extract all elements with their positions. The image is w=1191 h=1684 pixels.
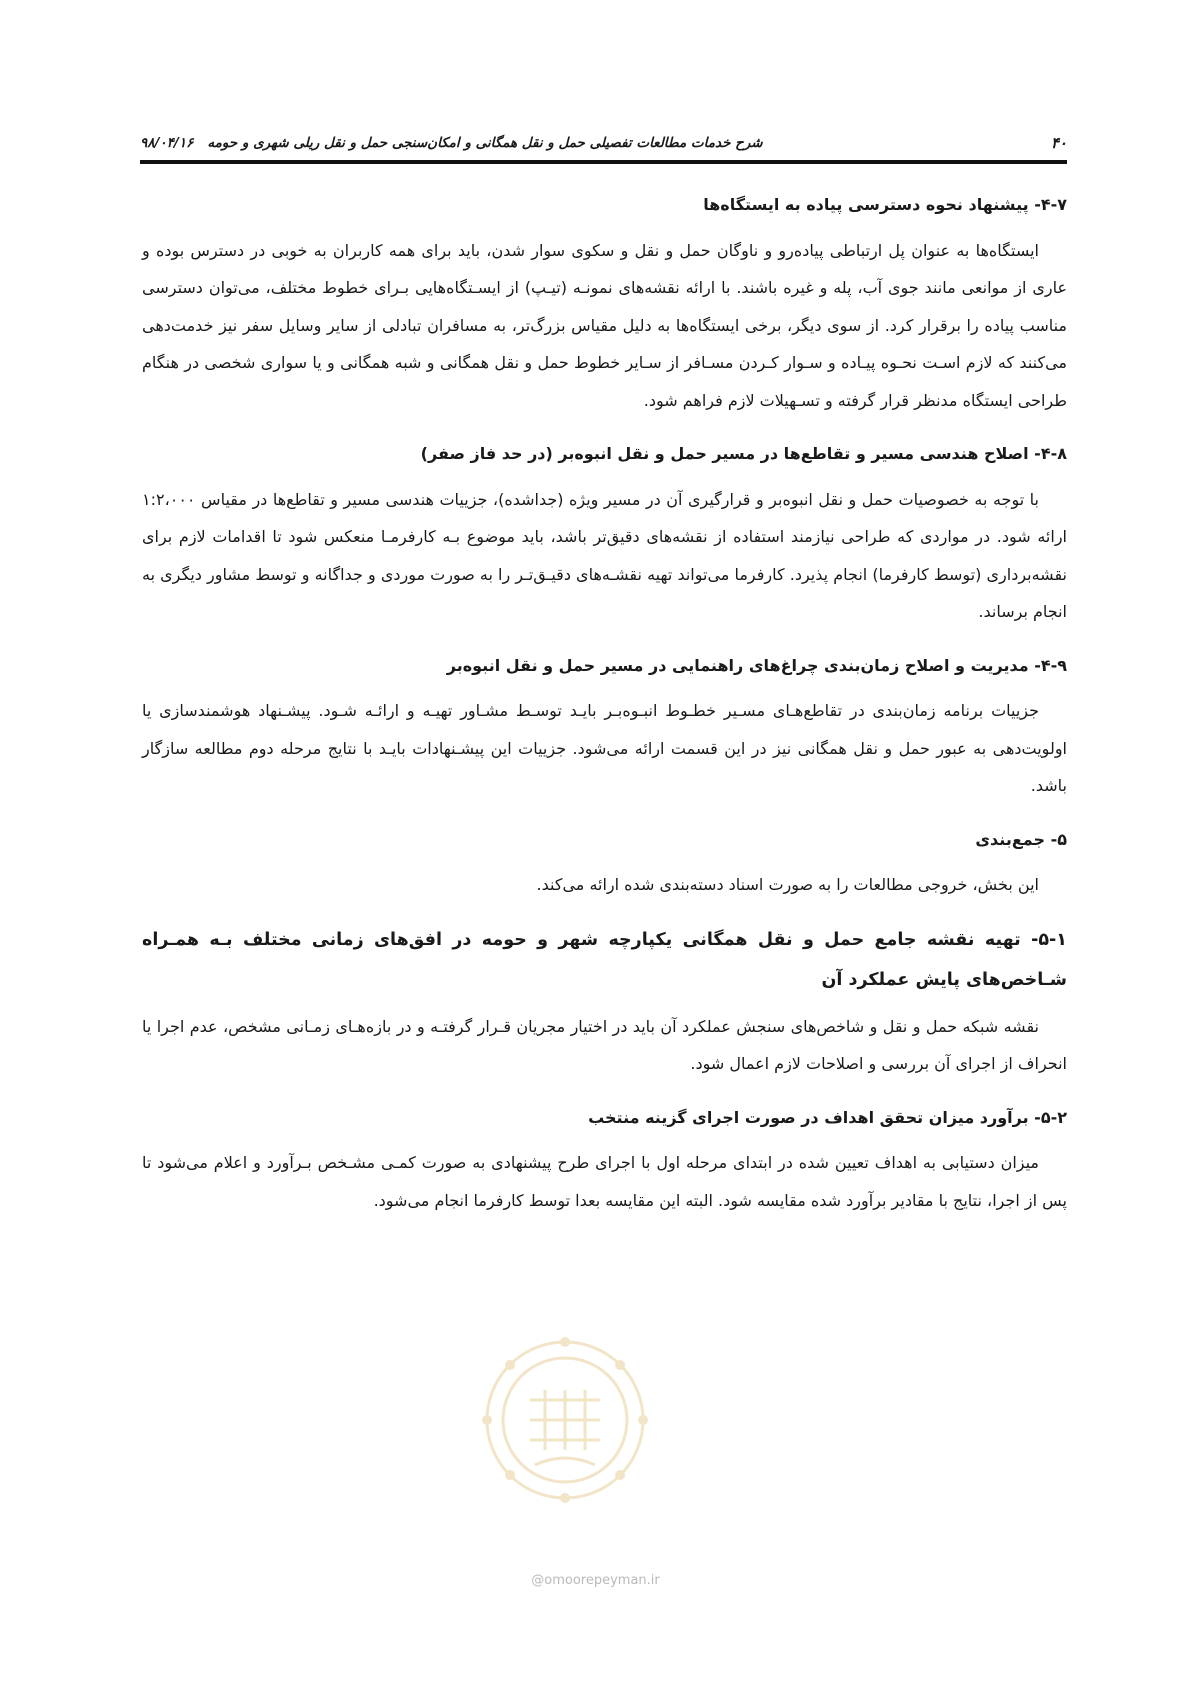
section-paragraph: با توجه به خصوصیات حمل و نقل انبوه‌بر و قرارگیری آن در مسیر ویژه (جداشده)، جزییات هندسی مسیر و تقاطع‌ها در مقیاس ۱:۲،۰۰۰ ارائه شود. در مواردی که طراحی نیازمند استفاده از نقشه‌های دقیق‌تر باشد، باید موضوع بـه کارفرمـا منعکس شود تا اقدامات لازم برای نقشه‌برداری (توسط کارفرما) انجام پذیرد. کارفرما می‌تواند تهیه نقشـه‌های دقیـق‌تـر را به صورت موردی و جداگانه و توسط مشاور دیگری به انجام برساند. bbox=[142, 489, 1067, 621]
section-heading: ۴-۹- مدیریت و اصلاح زمان‌بندی چراغ‌های راهنمایی در مسیر حمل و نقل انبوه‌بر bbox=[446, 655, 1067, 675]
header-left bbox=[140, 135, 763, 151]
page-number: ۴۰ bbox=[1050, 134, 1067, 152]
section-4-8 bbox=[142, 435, 1067, 631]
page-header bbox=[140, 126, 1067, 164]
section-5-2 bbox=[142, 1099, 1067, 1220]
section-5-1 bbox=[142, 920, 1067, 1083]
section-4-9 bbox=[142, 647, 1067, 805]
section-heading: ۵- جمع‌بندی bbox=[975, 829, 1067, 849]
section-paragraph: جزییات برنامه زمان‌بندی در تقاطع‌هـای مسـیر خطـوط انبـوه‌بـر بایـد توسـط مشـاور تهیـه و ارائـه شـود. پیشـنهاد هوشمندسازی یا اولویت‌دهی به عبور حمل و نقل همگانی نیز در این قسمت ارائه می‌شود. جزییات این پیشـنهادات بایـد با نتایج مرحله دوم مطالعه سازگار باشد. bbox=[142, 701, 1067, 795]
section-heading: ۵-۱- تهیه نقشه جامع حمل و نقل همگانی یکپارچه شهر و حومه در افق‌های زمانی مختلف بـه همـراه شـاخص‌های پایش عملکرد آن bbox=[142, 929, 1067, 990]
watermark-caption: @omoorepeyman.ir bbox=[531, 1573, 660, 1588]
section-heading: ۵-۲- برآورد میزان تحقق اهداف در صورت اجرای گزینه منتخب bbox=[588, 1107, 1067, 1127]
section-4-7 bbox=[142, 186, 1067, 419]
watermark-logo-icon bbox=[475, 1330, 655, 1510]
section-paragraph: نقشه شبکه حمل و نقل و شاخص‌های سنجش عملکرد آن باید در اختیار مجریان قـرار گرفتـه و در بازه‌هـای زمـانی مشخص، عدم اجرا یا انحراف از اجرای آن بررسی و اصلاحات لازم اعمال شود. bbox=[142, 1016, 1067, 1073]
document-body bbox=[142, 186, 1067, 1235]
header-right bbox=[1051, 134, 1067, 152]
section-paragraph: ایستگاه‌ها به عنوان پل ارتباطی پیاده‌رو و ناوگان حمل و نقل و سکوی سوار شدن، باید برای همه کاربران به خوبی در دسترس بوده و عاری از موانعی مانند جوی آب، پله و غیره باشند. با ارائه نقشه‌های نمونـه (تیـپ) از ایسـتگاه‌هایی بـرای خطوط مختلف، می‌توان دسترسی مناسب پیاده را برقرار کرد. از سوی دیگر، برخی ایستگاه‌ها به دلیل مقیاس بزرگ‌تر، به مسافران تبادلی از سایر وسایل سفر نیز خدمت‌دهی می‌کنند که لازم اسـت نحـوه پیـاده و سـوار کـردن مسـافر از سـایر خطوط حمل و نقل همگانی و شبه همگانی و یا سواری شخصی در هنگام طراحی ایستگاه مدنظر قرار گرفته و تسـهیلات لازم فراهم شود. bbox=[142, 240, 1067, 410]
section-5 bbox=[142, 821, 1067, 904]
header-title: شرح خدمات مطالعات تفصیلی حمل و نقل همگانی و امکان‌سنجی حمل و نقل ریلی شهری و حومه bbox=[207, 135, 763, 151]
section-paragraph: میزان دستیابی به اهداف تعیین شده در ابتدای مرحله اول با اجرای طرح پیشنهادی به صورت کمـی مشـخص بـرآورد و اعلام می‌شود تا پس از اجرا، نتایج با مقادیر برآورد شده مقایسه شود. البته این مقایسه بعدا توسط کارفرما انجام می‌شود. bbox=[142, 1153, 1067, 1210]
header-date: ۹۸/۰۴/۱۶ bbox=[140, 135, 194, 151]
section-paragraph: این بخش، خروجی مطالعات را به صورت اسناد دسته‌بندی شده ارائه می‌کند. bbox=[536, 875, 1039, 894]
section-heading: ۴-۷- پیشنهاد نحوه دسترسی پیاده به ایستگاه‌ها bbox=[703, 195, 1067, 214]
section-heading: ۴-۸- اصلاح هندسی مسیر و تقاطع‌ها در مسیر حمل و نقل انبوه‌بر (در حد فاز صفر) bbox=[420, 444, 1067, 463]
